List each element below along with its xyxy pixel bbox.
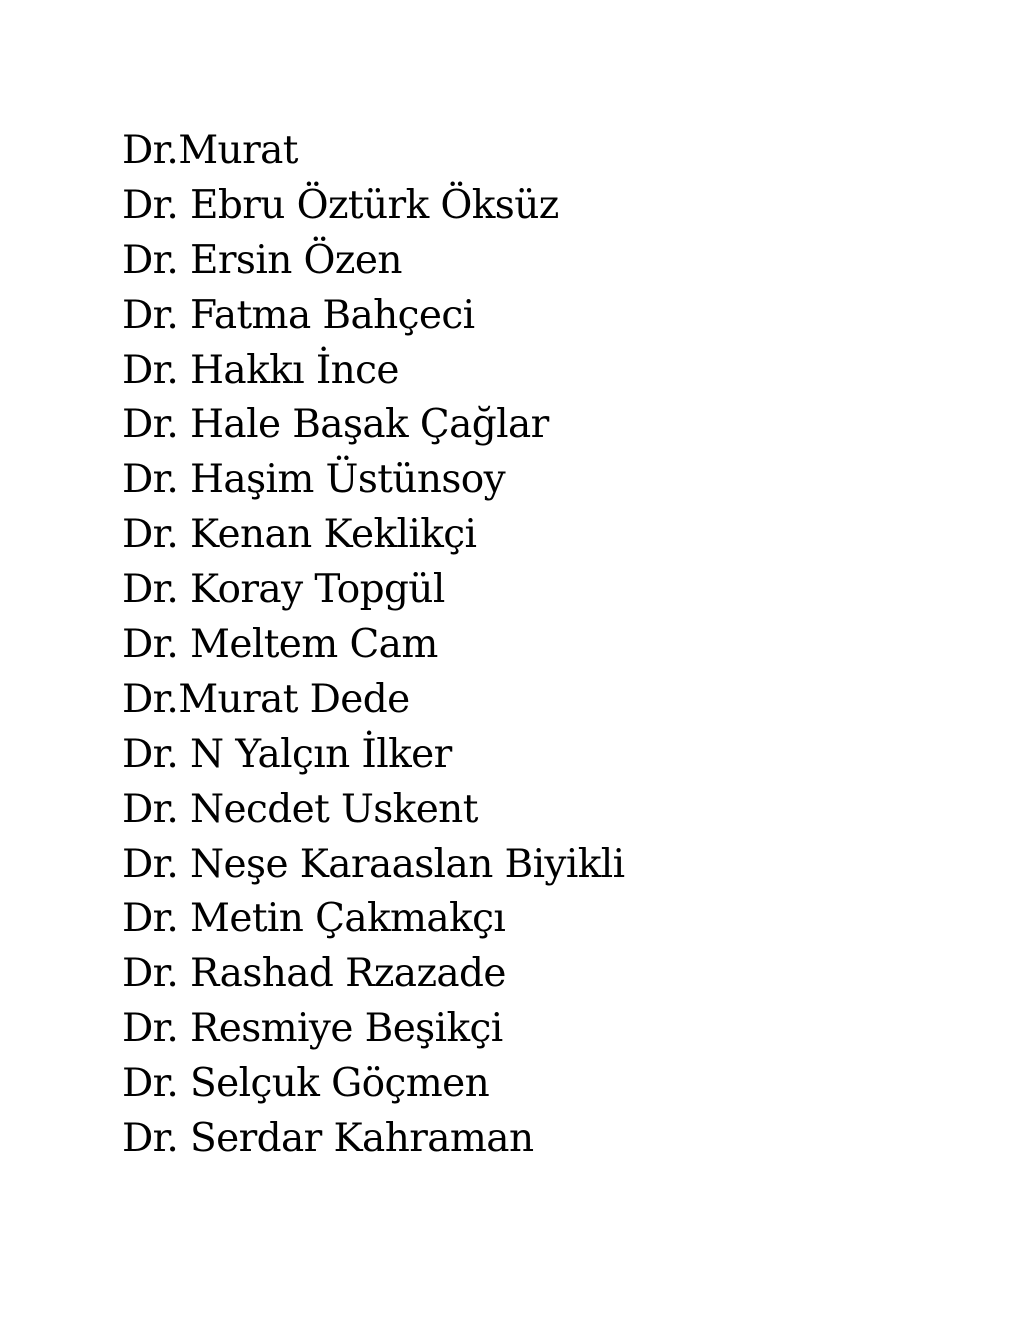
list-item: Dr. Neşe Karaaslan Biyikli — [122, 841, 625, 887]
list-item: Dr. Fatma Bahçeci — [122, 292, 475, 338]
list-item: Dr. Haşim Üstünsoy — [122, 457, 506, 503]
list-item: Dr.Murat Dede — [122, 676, 410, 722]
list-item: Dr. Koray Topgül — [122, 567, 445, 613]
list-item: Dr. Ersin Özen — [122, 237, 402, 283]
list-item: Dr. Rashad Rzazade — [122, 951, 506, 997]
list-item: Dr. Hakkı İnce — [122, 347, 399, 393]
list-item: Dr. Metin Çakmakçı — [122, 896, 506, 942]
list-item: Dr. Meltem Cam — [122, 622, 438, 668]
list-item: Dr. N Yalçın İlker — [122, 731, 452, 777]
list-item: Dr. Serdar Kahraman — [122, 1116, 534, 1162]
list-item: Dr. Resmiye Beşikçi — [122, 1006, 503, 1052]
list-item: Dr. Necdet Uskent — [122, 786, 478, 832]
list-item: Dr. Hale Başak Çağlar — [122, 402, 549, 448]
list-item: Dr. Kenan Keklikçi — [122, 512, 477, 558]
list-item: Dr.Murat — [122, 128, 298, 173]
list-item: Dr. Ebru Öztürk Öksüz — [122, 182, 559, 228]
name-list — [122, 124, 625, 1167]
list-item: Dr. Selçuk Göçmen — [122, 1061, 490, 1107]
